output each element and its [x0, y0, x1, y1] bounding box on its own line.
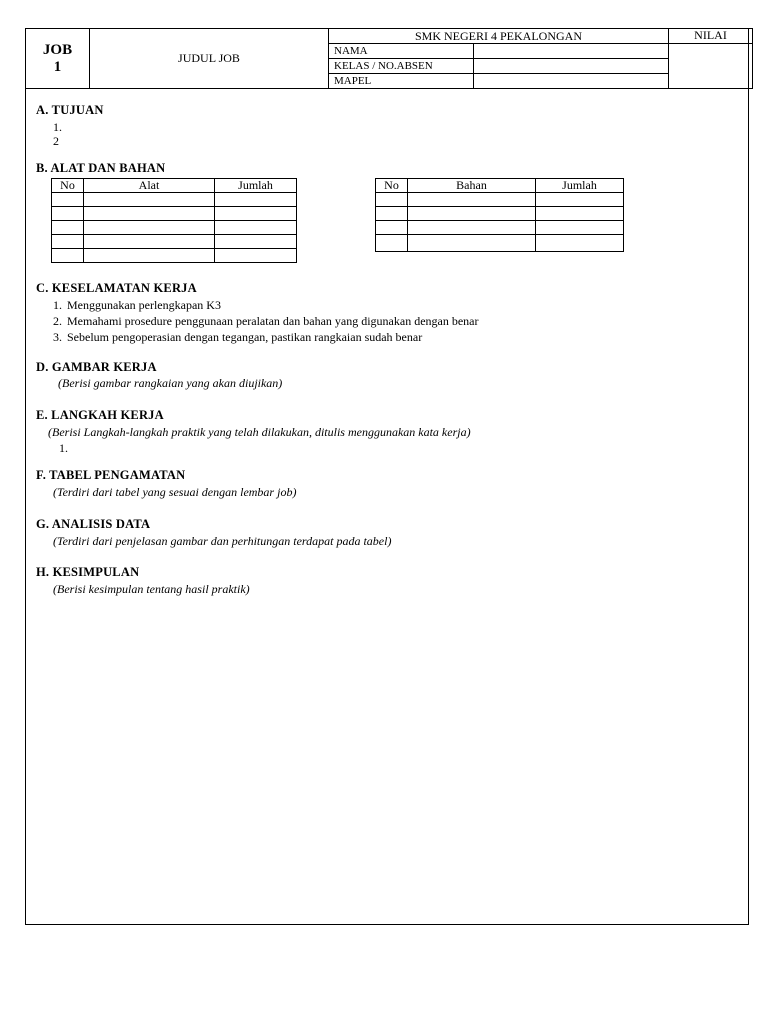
field-kelas-value[interactable]: [474, 59, 669, 74]
bahan-header-jumlah: Jumlah: [536, 179, 624, 193]
job-label: JOB: [42, 41, 73, 58]
table-row: [376, 221, 624, 235]
alat-header-alat: Alat: [84, 179, 215, 193]
section-g-title: G. ANALISIS DATA: [36, 517, 151, 531]
table-row: [52, 235, 297, 249]
tujuan-item-2: 2: [53, 134, 59, 148]
section-d-note: (Berisi gambar rangkaian yang akan diujikan): [58, 376, 283, 390]
table-row: [376, 235, 624, 252]
section-c-title: C. KESELAMATAN KERJA: [36, 281, 197, 295]
bahan-table: [375, 178, 624, 252]
alat-header-jumlah: Jumlah: [215, 179, 297, 193]
field-nama-value[interactable]: [474, 44, 669, 59]
table-row: [376, 207, 624, 221]
field-mapel-label: MAPEL: [329, 74, 474, 89]
list-item: 3. Sebelum pengoperasian dengan tegangan, pastikan rangkaian sudah benar: [53, 330, 423, 344]
table-row: [52, 249, 297, 263]
section-f-note: (Terdiri dari tabel yang sesuai dengan lembar job): [53, 485, 297, 499]
list-item: 2. Memahami prosedure penggunaan peralatan dan bahan yang digunakan dengan benar: [53, 314, 479, 328]
tujuan-item-1: 1.: [53, 120, 62, 134]
bahan-header-bahan: Bahan: [408, 179, 536, 193]
bahan-header-no: No: [376, 179, 408, 193]
section-b-title: B. ALAT DAN BAHAN: [36, 161, 166, 175]
alat-header-no: No: [52, 179, 84, 193]
nilai-label: NILAI: [669, 29, 753, 44]
section-g-note: (Terdiri dari penjelasan gambar dan perhitungan terdapat pada tabel): [53, 534, 392, 548]
header-table: [25, 28, 753, 89]
table-row: [376, 193, 624, 207]
langkah-item-1: 1.: [59, 441, 68, 455]
list-item: 1. Menggunakan perlengkapan K3: [53, 298, 221, 312]
section-h-note: (Berisi kesimpulan tentang hasil praktik): [53, 582, 250, 596]
section-e-title: E. LANGKAH KERJA: [36, 408, 164, 422]
table-row: [52, 221, 297, 235]
job-number: 1: [53, 58, 62, 75]
school-name: SMK NEGERI 4 PEKALONGAN: [329, 29, 669, 44]
field-mapel-value[interactable]: [474, 74, 669, 89]
alat-table: [51, 178, 297, 263]
judul-job: JUDUL JOB: [90, 29, 329, 89]
table-row: [52, 193, 297, 207]
section-d-title: D. GAMBAR KERJA: [36, 360, 157, 374]
section-a-title: A. TUJUAN: [36, 103, 104, 117]
nilai-box[interactable]: [669, 44, 753, 89]
section-h-title: H. KESIMPULAN: [36, 565, 140, 579]
section-e-note: (Berisi Langkah-langkah praktik yang telah dilakukan, ditulis menggunakan kata kerja): [48, 425, 471, 439]
field-kelas-label: KELAS / NO.ABSEN: [329, 59, 474, 74]
job-cell: [26, 29, 90, 89]
section-f-title: F. TABEL PENGAMATAN: [36, 468, 186, 482]
table-row: [52, 207, 297, 221]
field-nama-label: NAMA: [329, 44, 474, 59]
